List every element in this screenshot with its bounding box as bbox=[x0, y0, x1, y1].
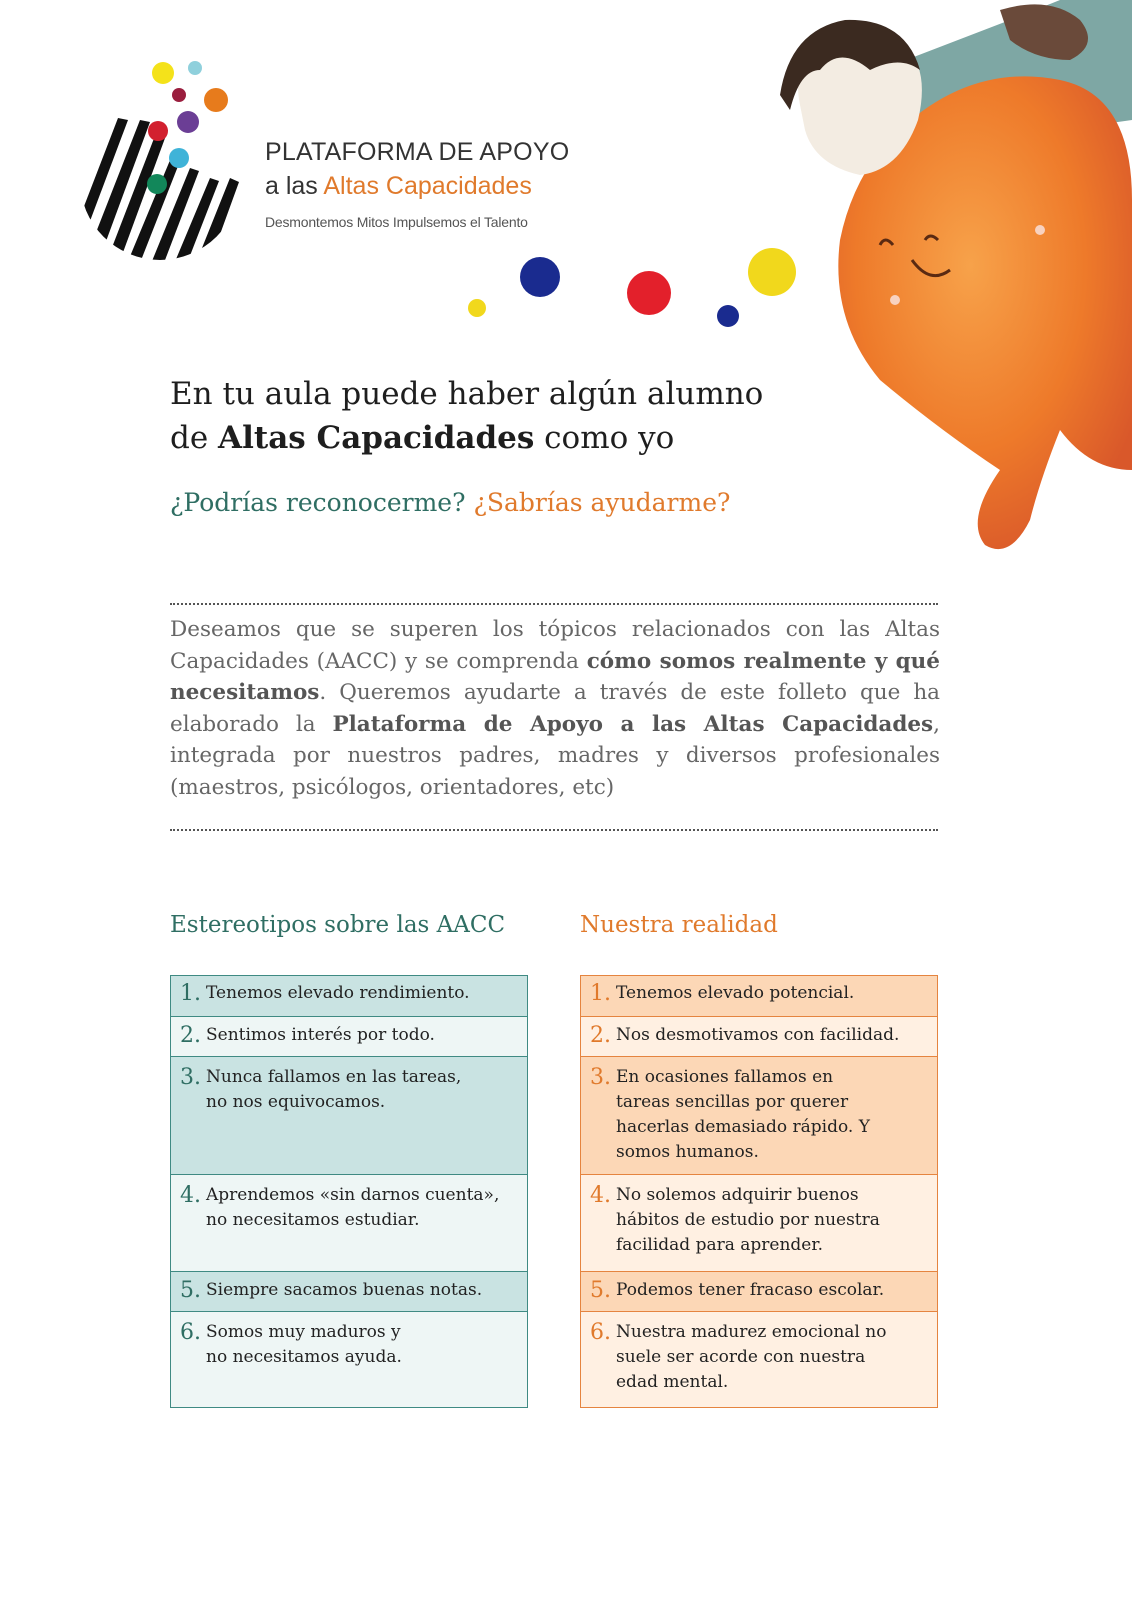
row-text: No solemos adquirir buenos hábitos de estudio por nuestra facilidad para aprender. bbox=[616, 1185, 880, 1255]
row-number: 2. bbox=[180, 1023, 201, 1048]
row-text: Tenemos elevado rendimiento. bbox=[206, 983, 470, 1003]
headline-line2 bbox=[170, 416, 810, 460]
reality-row bbox=[581, 1016, 937, 1056]
row-number: 6. bbox=[590, 1320, 611, 1345]
org-tagline: Desmontemos Mitos Impulsemos el Talento bbox=[265, 214, 528, 230]
headline-prefix: de bbox=[170, 420, 219, 456]
stereotypes-title: Estereotipos sobre las AACC bbox=[170, 912, 506, 938]
stereotype-row bbox=[171, 976, 527, 1016]
reality-table bbox=[580, 975, 938, 1408]
row-text: Tenemos elevado potencial. bbox=[616, 983, 855, 1003]
stereotype-row bbox=[171, 1174, 527, 1271]
row-number: 3. bbox=[590, 1065, 611, 1090]
row-text: Nuestra madurez emocional no suele ser acorde con nuestra edad mental. bbox=[616, 1322, 887, 1392]
dotted-divider-bottom bbox=[170, 829, 938, 831]
headline bbox=[170, 372, 810, 460]
stereotype-row bbox=[171, 1271, 527, 1311]
intro-bold-2: Plataforma de Apoyo a las Altas Capacidades bbox=[332, 711, 934, 737]
row-number: 1. bbox=[590, 981, 611, 1006]
stereotype-row bbox=[171, 1016, 527, 1056]
row-number: 1. bbox=[180, 981, 201, 1006]
row-number: 4. bbox=[180, 1183, 201, 1208]
row-text: Aprendemos «sin darnos cuenta», no necesitamos estudiar. bbox=[206, 1185, 500, 1230]
stereotypes-table bbox=[170, 975, 528, 1408]
reality-row bbox=[581, 1174, 937, 1271]
question-recognize: ¿Podrías reconocerme? bbox=[170, 488, 466, 517]
org-name-accent: Altas Capacidades bbox=[323, 172, 532, 200]
headline-line1: En tu aula puede haber algún alumno bbox=[170, 376, 764, 412]
reality-row bbox=[581, 1056, 937, 1174]
row-text: Podemos tener fracaso escolar. bbox=[616, 1280, 885, 1300]
stereotype-row bbox=[171, 1056, 527, 1174]
row-number: 5. bbox=[590, 1278, 611, 1303]
row-number: 5. bbox=[180, 1278, 201, 1303]
row-text: Somos muy maduros y no necesitamos ayuda. bbox=[206, 1322, 402, 1367]
intro-text-2: . Queremos ayudarte a través de este folleto que ha elaborado la bbox=[170, 680, 940, 737]
reality-row bbox=[581, 1271, 937, 1311]
row-number: 2. bbox=[590, 1023, 611, 1048]
row-number: 3. bbox=[180, 1065, 201, 1090]
org-name-prefix: a las bbox=[265, 172, 324, 200]
dotted-divider-top bbox=[170, 603, 938, 605]
row-number: 6. bbox=[180, 1320, 201, 1345]
reality-row bbox=[581, 1311, 937, 1407]
org-name-line1: PLATAFORMA DE APOYO bbox=[265, 138, 570, 166]
row-number: 4. bbox=[590, 1183, 611, 1208]
intro-paragraph bbox=[170, 614, 940, 803]
row-text: Siempre sacamos buenas notas. bbox=[206, 1280, 483, 1300]
headline-suffix: como yo bbox=[534, 420, 675, 456]
question-help: ¿Sabrías ayudarme? bbox=[473, 488, 731, 517]
intro-bold-1: cómo somos realmente y qué necesitamos bbox=[170, 648, 940, 705]
reality-row bbox=[581, 976, 937, 1016]
reality-title: Nuestra realidad bbox=[580, 912, 778, 938]
row-text: Nunca fallamos en las tareas, no nos equivocamos. bbox=[206, 1067, 462, 1112]
row-text: Nos desmotivamos con facilidad. bbox=[616, 1025, 900, 1045]
headline-bold: Altas Capacidades bbox=[218, 420, 535, 456]
intro-text-1: Deseamos que se superen los tópicos relacionados con las Altas Capacidades (AACC) y se comprenda bbox=[170, 617, 940, 674]
stereotype-row bbox=[171, 1311, 527, 1407]
logo-icon bbox=[78, 58, 258, 268]
question-line bbox=[170, 488, 730, 517]
row-text: Sentimos interés por todo. bbox=[206, 1025, 435, 1045]
row-text: En ocasiones fallamos en tareas sencillas por querer hacerlas demasiado rápido. Y somos humanos. bbox=[616, 1067, 870, 1162]
intro-text-3: , integrada por nuestros padres, madres y diversos profesionales (maestros, psicólogos, orientadores, etc) bbox=[170, 711, 940, 800]
